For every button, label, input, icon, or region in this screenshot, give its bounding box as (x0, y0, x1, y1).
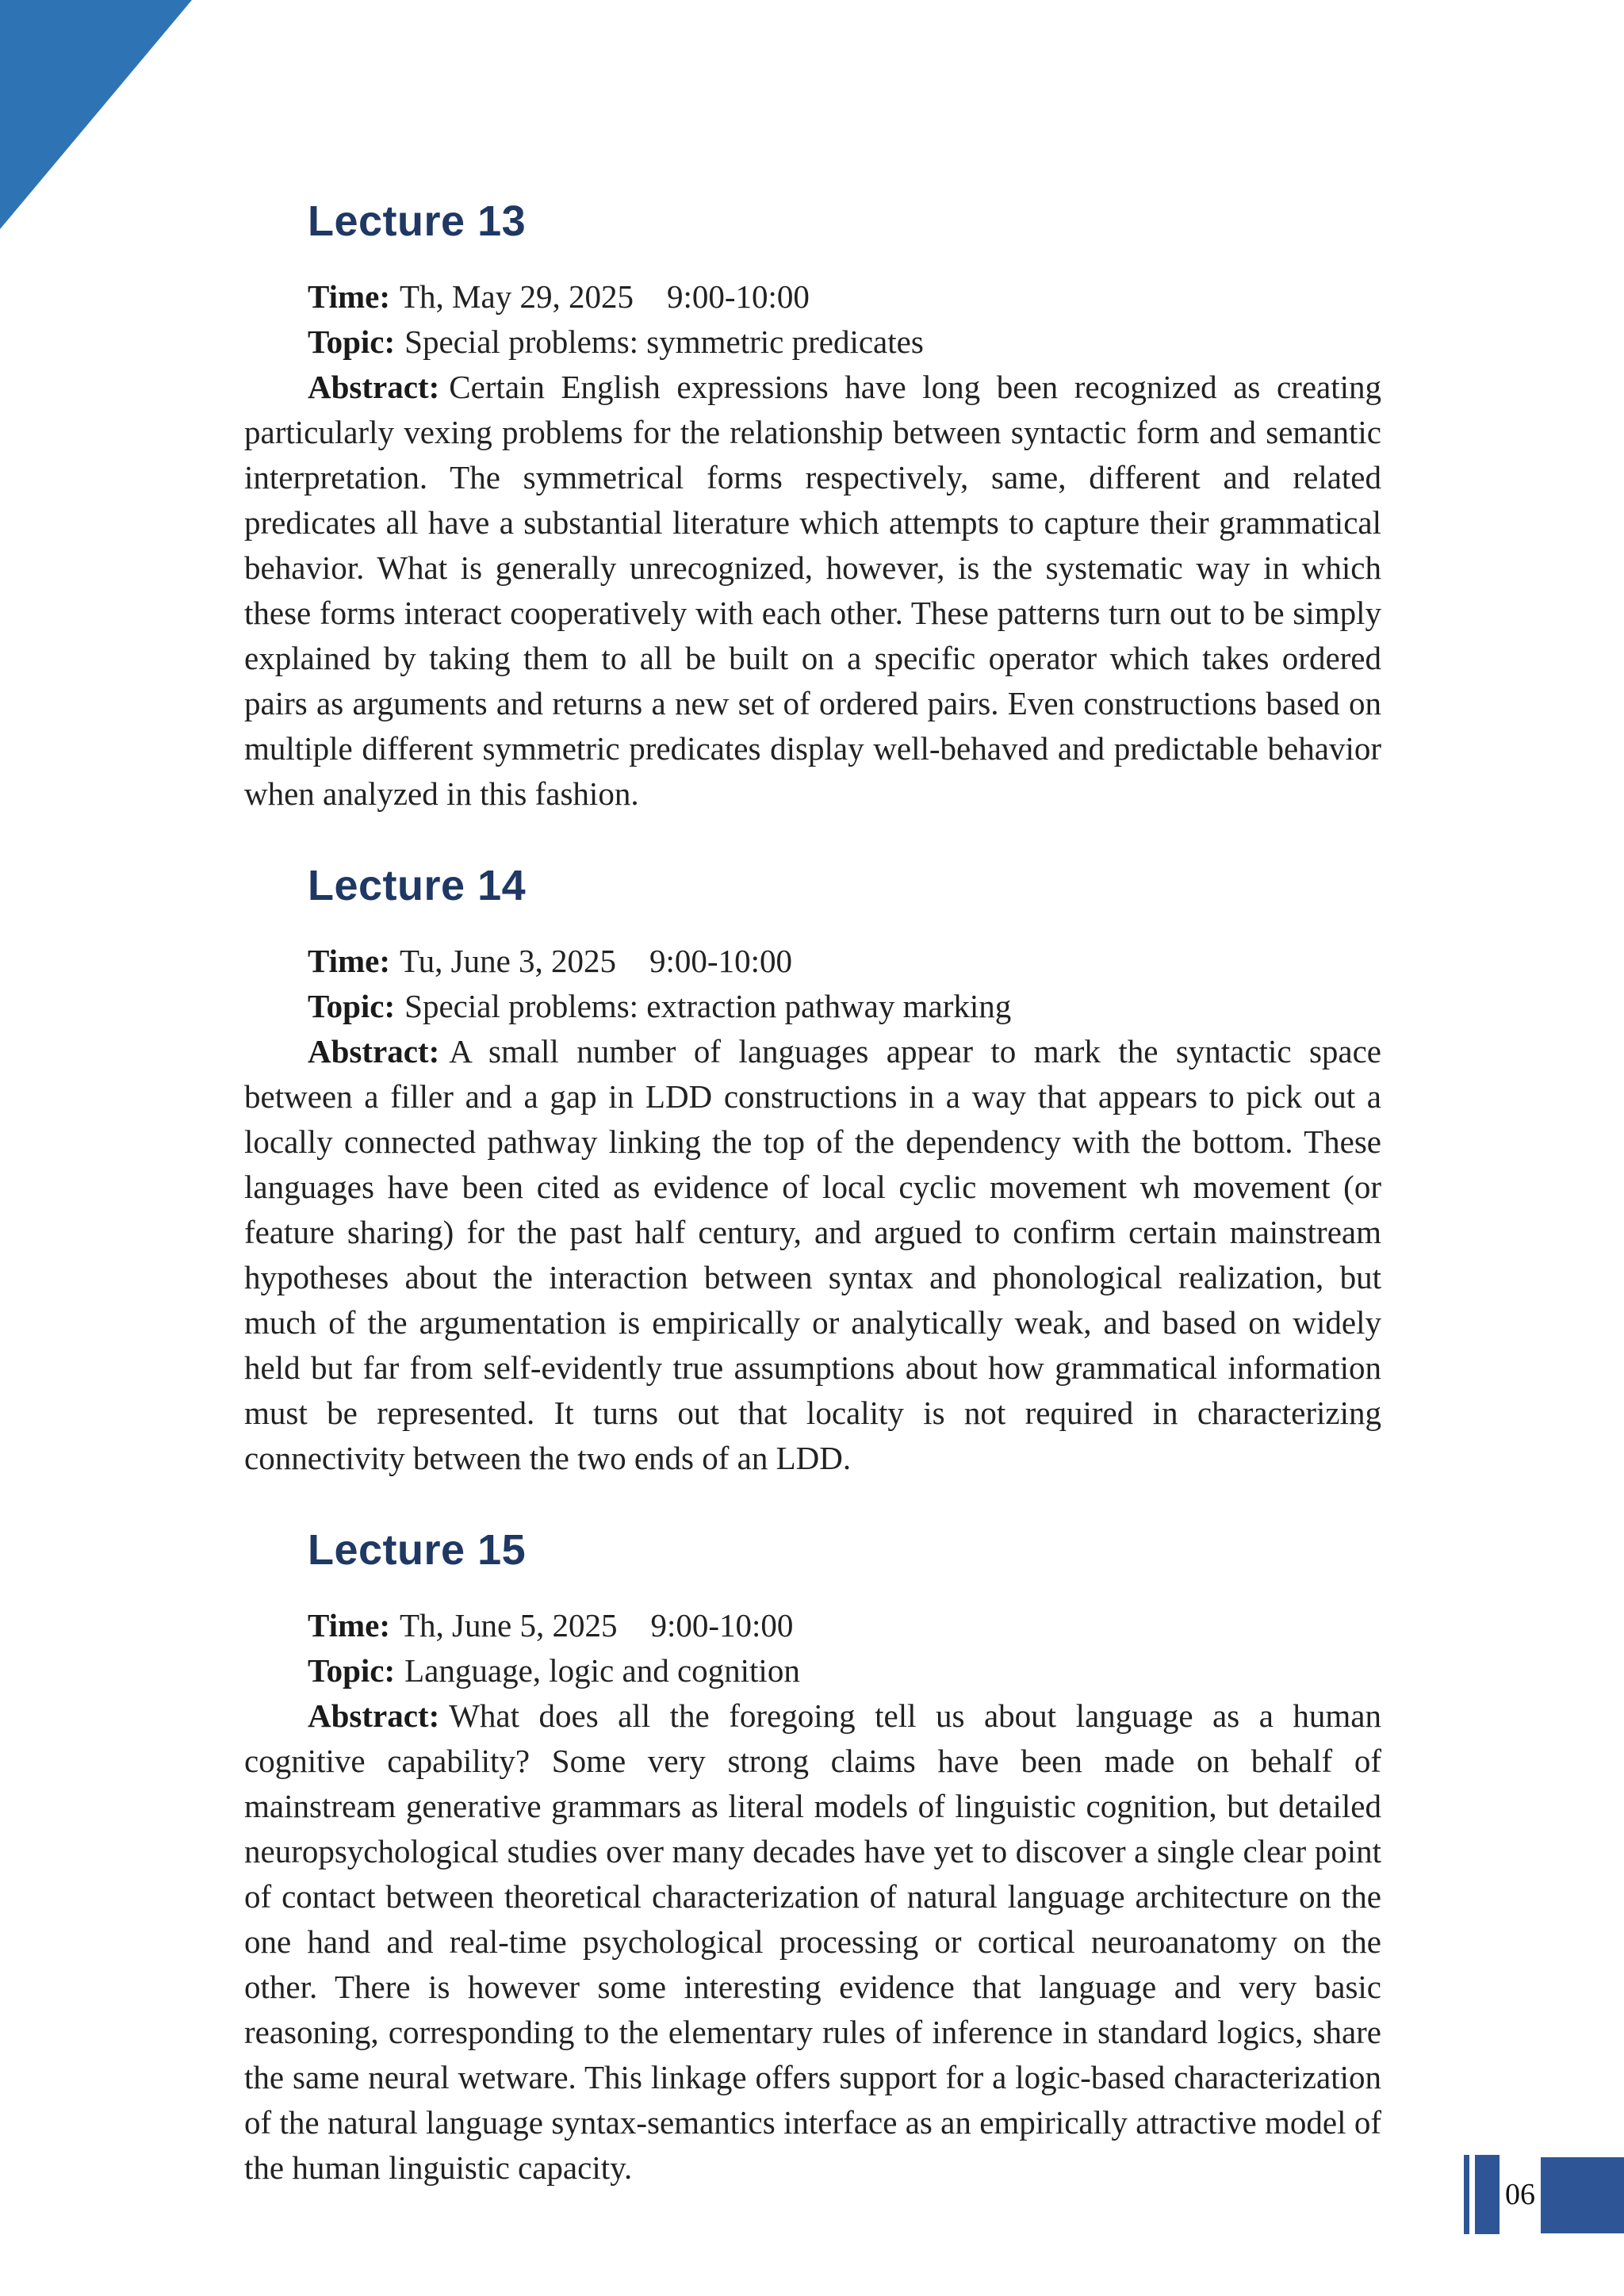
corner-triangle-decoration (0, 0, 192, 229)
footer-wide-bar-decoration (1475, 2155, 1500, 2234)
time-label: Time: (308, 1607, 391, 1644)
topic-label: Topic: (308, 1652, 396, 1689)
time-range: 9:00-10:00 (666, 278, 810, 315)
lecture-14-section (244, 861, 1381, 1481)
time-date: Th, May 29, 2025 (400, 278, 634, 315)
lecture-15-topic-line (244, 1648, 1381, 1693)
topic-label: Topic: (308, 988, 396, 1024)
lecture-14-topic-line (244, 984, 1381, 1029)
lecture-14-heading: Lecture 14 (308, 862, 527, 909)
lecture-14-time-line (244, 939, 1381, 984)
lecture-15-heading: Lecture 15 (308, 1526, 527, 1574)
lecture-15-section (244, 1525, 1381, 2191)
topic-value: Special problems: symmetric predicates (404, 323, 924, 360)
page-number: 06 (1505, 2178, 1535, 2211)
abstract-text: A small number of languages appear to mark the syntactic space between a filler and a gap in LDD constructions in a way that appears to pick out a locally connected pathway linking the top of the dependency with the bottom. These languages have been cited as evidence of local cyclic movement wh movement (or feature sharing) for the past half century, and argued to confirm certain mainstream hypotheses about the interaction between syntax and phonological realization, but much of the argumentation is empirically or analytically weak, and based on widely held but far from self-evidently true assumptions about how grammatical information must be represented. It turns out that locality is not required in characterizing connectivity between the two ends of an LDD. (244, 1033, 1381, 1476)
time-label: Time: (308, 943, 391, 979)
page-content (244, 0, 1381, 2191)
time-label: Time: (308, 278, 391, 315)
time-range: 9:00-10:00 (650, 1607, 794, 1644)
lecture-15-abstract (244, 1693, 1381, 2191)
time-range: 9:00-10:00 (649, 943, 792, 979)
lecture-13-abstract (244, 365, 1381, 817)
topic-value: Special problems: extraction pathway marking (404, 988, 1012, 1024)
time-date: Tu, June 3, 2025 (400, 943, 617, 979)
abstract-text: Certain English expressions have long been recognized as creating particularly vexing problems for the relationship between syntactic form and semantic interpretation. The symmetrical forms respectively, same, different and related predicates all have a substantial literature which attempts to capture their grammatical behavior. What is generally unrecognized, however, is the systematic way in which these forms interact cooperatively with each other. These patterns turn out to be simply explained by taking them to all be built on a specific operator which takes ordered pairs as arguments and returns a new set of ordered pairs. Even constructions based on multiple different symmetric predicates display well-behaved and predictable behavior when analyzed in this fashion. (244, 369, 1381, 812)
time-date: Th, June 5, 2025 (400, 1607, 618, 1644)
lecture-14-abstract (244, 1029, 1381, 1481)
lecture-13-section (244, 197, 1381, 817)
lecture-13-topic-line (244, 320, 1381, 365)
abstract-label: Abstract: (308, 1033, 440, 1070)
footer-thin-bar-decoration (1464, 2155, 1469, 2234)
topic-label: Topic: (308, 323, 396, 360)
abstract-label: Abstract: (308, 369, 440, 405)
topic-value: Language, logic and cognition (404, 1652, 800, 1689)
abstract-text: What does all the foregoing tell us about language as a human cognitive capability? Some very strong claims have been made on behalf of mainstream generative grammars as literal models of linguistic cognition, but detailed neuropsychological studies over many decades have yet to discover a single clear point of contact between theoretical characterization of natural language architecture on the one hand and real-time psychological processing or cortical neuroanatomy on the other. There is however some interesting evidence that language and very basic reasoning, corresponding to the elementary rules of inference in standard logics, share the same neural wetware. This linkage offers support for a logic-based characterization of the natural language syntax-semantics interface as an empirically attractive model of the human linguistic capacity. (244, 1697, 1381, 2186)
footer-right-block-decoration (1541, 2157, 1624, 2233)
abstract-label: Abstract: (308, 1697, 440, 1734)
lecture-15-time-line (244, 1603, 1381, 1648)
lecture-13-time-line (244, 274, 1381, 320)
lecture-13-heading: Lecture 13 (308, 197, 527, 245)
